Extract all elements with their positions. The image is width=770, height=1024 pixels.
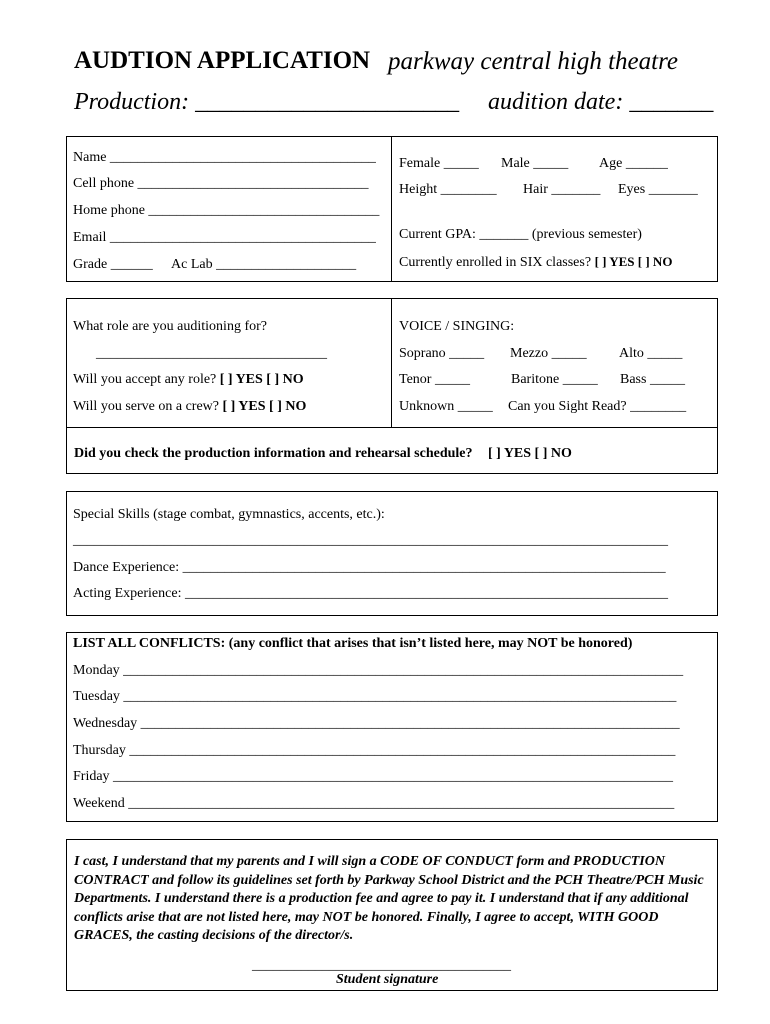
email-field[interactable]: Email ______________________________________	[73, 230, 376, 245]
home-phone-field[interactable]: Home phone _________________________________	[73, 203, 380, 218]
role-input-line[interactable]: _________________________________	[96, 346, 327, 361]
female-field[interactable]: Female _____	[399, 156, 479, 171]
page-subtitle: parkway central high theatre	[388, 48, 678, 75]
signature-label: Student signature	[336, 972, 439, 987]
schedule-options[interactable]: [ ] YES [ ] NO	[488, 446, 572, 461]
divider	[391, 298, 392, 427]
divider	[66, 427, 718, 428]
baritone-field[interactable]: Baritone _____	[511, 372, 598, 387]
divider	[391, 136, 392, 282]
enrolled-label: Currently enrolled in SIX classes?	[399, 255, 592, 270]
signature-line[interactable]: _____________________________________	[252, 958, 511, 973]
mezzo-field[interactable]: Mezzo _____	[510, 346, 587, 361]
accept-label: Will you accept any role?	[73, 372, 217, 387]
conflicts-heading: LIST ALL CONFLICTS: (any conflict that arises that isn’t listed here, may NOT be honored)	[73, 636, 633, 651]
production-field[interactable]: Production: ______________________	[74, 89, 460, 115]
name-field[interactable]: Name ______________________________________	[73, 150, 376, 165]
page-title	[74, 47, 370, 75]
grade-field[interactable]: Grade ______	[73, 257, 153, 272]
tenor-field[interactable]: Tenor _____	[399, 372, 470, 387]
voice-heading: VOICE / SINGING:	[399, 319, 515, 334]
crew-options[interactable]: [ ] YES [ ] NO	[222, 399, 307, 414]
conflict-weekend[interactable]: Weekend ______________________________________________________________________________	[73, 796, 675, 811]
title-text: AUDTION APPLICATION	[74, 47, 371, 74]
soprano-field[interactable]: Soprano _____	[399, 346, 485, 361]
gpa-field[interactable]: Current GPA: _______ (previous semester)	[399, 227, 642, 242]
eyes-field[interactable]: Eyes _______	[618, 182, 698, 197]
age-field[interactable]: Age ______	[599, 156, 668, 171]
hair-field[interactable]: Hair _______	[523, 182, 601, 197]
special-skills-line[interactable]: _____________________________________________________________________________________	[73, 533, 668, 548]
special-skills-label: Special Skills (stage combat, gymnastics, accents, etc.):	[73, 507, 385, 522]
accept-options[interactable]: [ ] YES [ ] NO	[219, 372, 304, 387]
audition-date-field[interactable]: audition date: _______	[488, 89, 714, 115]
agreement-text: I cast, I understand that my parents and I will sign a CODE OF CONDUCT form and PRODUCTION CONTRACT and follow its guidelines set forth by Parkway School District and the PCH Theatre/PCH Music Departments. I understand there is a production fee and agree to pay it. I understand that if any additional conflicts arise that are not listed here, may NOT be honored. Finally, I agree to accept, WITH GOOD GRACES, the casting decisions of the director/s.	[74, 854, 704, 943]
acting-experience-field[interactable]: Acting Experience: _____________________________________________________________________	[73, 586, 668, 601]
height-field[interactable]: Height ________	[399, 182, 497, 197]
enrolled-question	[399, 254, 672, 271]
conflict-thursday[interactable]: Thursday ______________________________________________________________________________	[73, 743, 676, 758]
role-question: What role are you auditioning for?	[73, 319, 267, 334]
crew-label: Will you serve on a crew?	[73, 399, 219, 414]
conflict-friday[interactable]: Friday ________________________________________________________________________________	[73, 769, 674, 784]
male-field[interactable]: Male _____	[501, 156, 569, 171]
serve-on-crew	[73, 399, 306, 415]
enrolled-options[interactable]: [ ] YES [ ] NO	[594, 254, 673, 269]
schedule-check	[74, 446, 572, 462]
dance-experience-field[interactable]: Dance Experience: _____________________________________________________________________	[73, 560, 666, 575]
cell-phone-field[interactable]: Cell phone _________________________________	[73, 176, 369, 191]
conflict-tuesday[interactable]: Tuesday _______________________________________________________________________________	[73, 689, 677, 704]
conflict-monday[interactable]: Monday ________________________________________________________________________________	[73, 663, 684, 678]
unknown-field[interactable]: Unknown _____	[399, 399, 493, 414]
accept-any-role	[73, 372, 304, 388]
schedule-question: Did you check the production information and rehearsal schedule?	[74, 446, 473, 461]
conflict-wednesday[interactable]: Wednesday _____________________________________________________________________________	[73, 716, 680, 731]
bass-field[interactable]: Bass _____	[620, 372, 685, 387]
alto-field[interactable]: Alto _____	[619, 346, 683, 361]
ac-lab-field[interactable]: Ac Lab ____________________	[171, 257, 357, 272]
sight-read-field[interactable]: Can you Sight Read? ________	[508, 399, 687, 414]
